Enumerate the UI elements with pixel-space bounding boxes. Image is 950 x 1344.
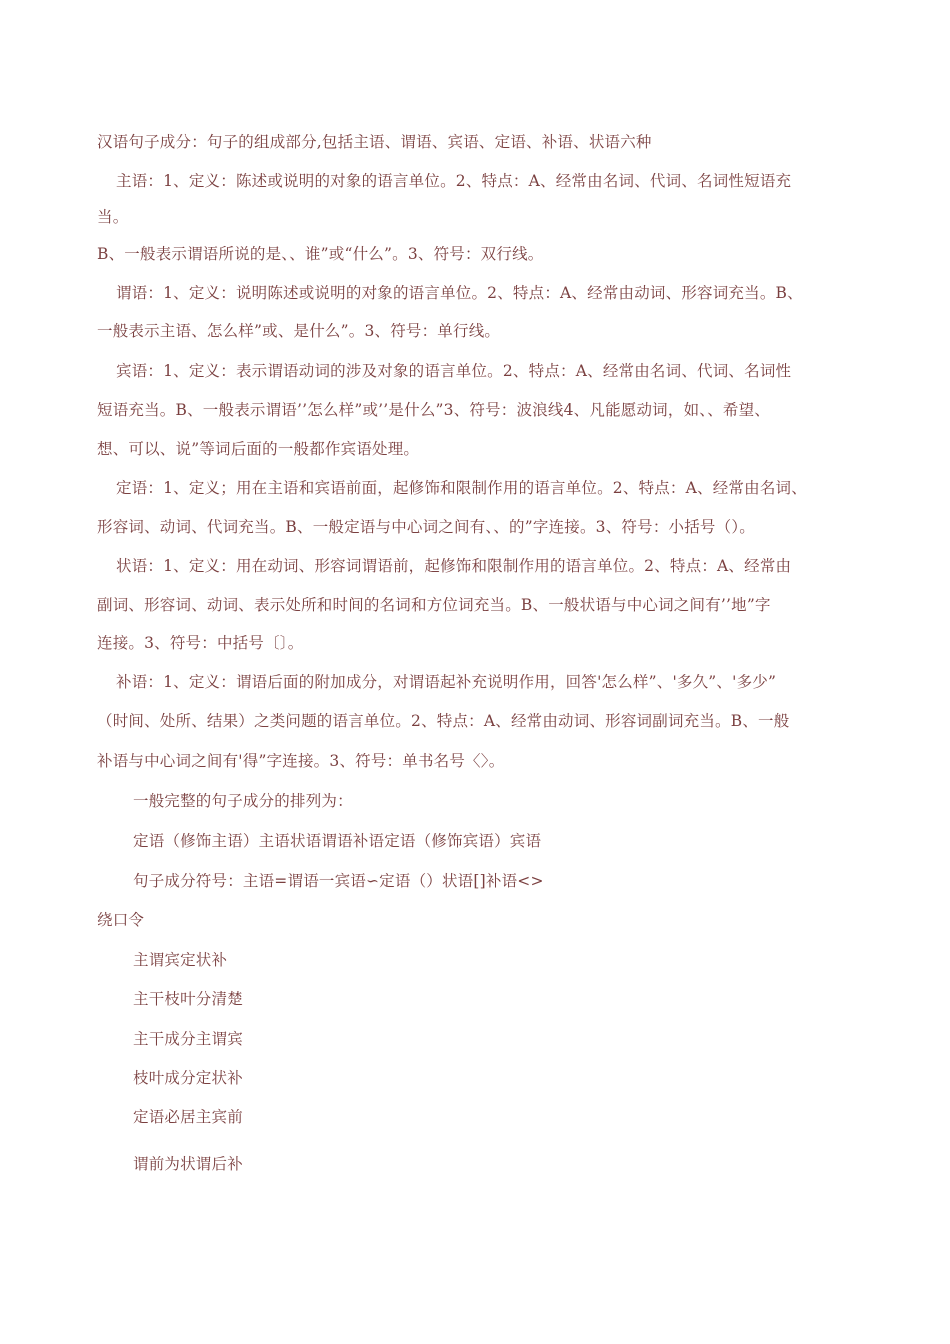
intro-line: 汉语句子成分：句子的组成部分,包括主语、谓语、宾语、定语、补语、状语六种 bbox=[97, 133, 652, 151]
tongue-twister-title: 绕口令 bbox=[97, 911, 145, 929]
subject-line-3: B、一般表示谓语所说的是、、谁”或“什么”。3、符号：双行线。 bbox=[97, 245, 544, 263]
complement-line-3: 补语与中心词之间有'得”字连接。3、符号：单书名号〈〉。 bbox=[97, 752, 505, 770]
object-line-2: 短语充当。B、一般表示谓语’’怎么样”或’’是什么”3、符号：波浪线4、凡能愿动词，如、、希望、 bbox=[97, 401, 771, 419]
rhyme-line-5: 定语必居主宾前 bbox=[133, 1108, 243, 1126]
object-line-1: 宾语：1、定义：表示谓语动词的涉及对象的语言单位。2、特点：A、经常由名词、代词、名词性 bbox=[116, 362, 792, 380]
subject-line-1: 主语：1、定义：陈述或说明的对象的语言单位。2、特点：A、经常由名词、代词、名词性短语充 bbox=[116, 172, 792, 190]
rhyme-line-3: 主干成分主谓宾 bbox=[133, 1030, 243, 1048]
adverbial-line-2: 副词、形容词、动词、表示处所和时间的名词和方位词充当。B、一般状语与中心词之间有’’地”字 bbox=[97, 596, 771, 614]
predicate-line-2: 一般表示主语、怎么样”或、是什么”。3、符号：单行线。 bbox=[97, 322, 501, 340]
complement-line-2: （时间、处所、结果）之类问题的语言单位。2、特点：A、经常由动词、形容词副词充当。B、一般 bbox=[97, 712, 790, 730]
order-heading: 一般完整的句子成分的排列为： bbox=[133, 792, 353, 810]
subject-line-2: 当。 bbox=[97, 208, 129, 226]
object-line-3: 想、可以、说”等词后面的一般都作宾语处理。 bbox=[97, 440, 420, 458]
attribute-line-1: 定语：1、定义；用在主语和宾语前面，起修饰和限制作用的语言单位。2、特点：A、经常由名词、 bbox=[116, 479, 807, 497]
adverbial-line-3: 连接。3、符号：中括号〔〕。 bbox=[97, 634, 304, 652]
rhyme-line-1: 主谓宾定状补 bbox=[133, 951, 228, 969]
adverbial-line-1: 状语：1、定义：用在动词、形容词谓语前，起修饰和限制作用的语言单位。2、特点：A、经常由 bbox=[116, 557, 792, 575]
attribute-line-2: 形容词、动词、代词充当。B、一般定语与中心词之间有、、的”字连接。3、符号：小括号（）。 bbox=[97, 518, 755, 536]
order-line: 定语（修饰主语）主语状语谓语补语定语（修饰宾语）宾语 bbox=[133, 832, 542, 850]
rhyme-line-6: 谓前为状谓后补 bbox=[133, 1155, 243, 1173]
predicate-line-1: 谓语：1、定义：说明陈述或说明的对象的语言单位。2、特点：A、经常由动词、形容词充当。B、 bbox=[116, 284, 803, 302]
rhyme-line-2: 主干枝叶分清楚 bbox=[133, 990, 243, 1008]
rhyme-line-4: 枝叶成分定状补 bbox=[133, 1069, 243, 1087]
complement-line-1: 补语：1、定义：谓语后面的附加成分，对谓语起补充说明作用，回答'怎么样”、'多久”、'多少” bbox=[116, 673, 777, 691]
symbol-line: 句子成分符号：主语=谓语一宾语∽定语（）状语[]补语<> bbox=[133, 872, 544, 890]
